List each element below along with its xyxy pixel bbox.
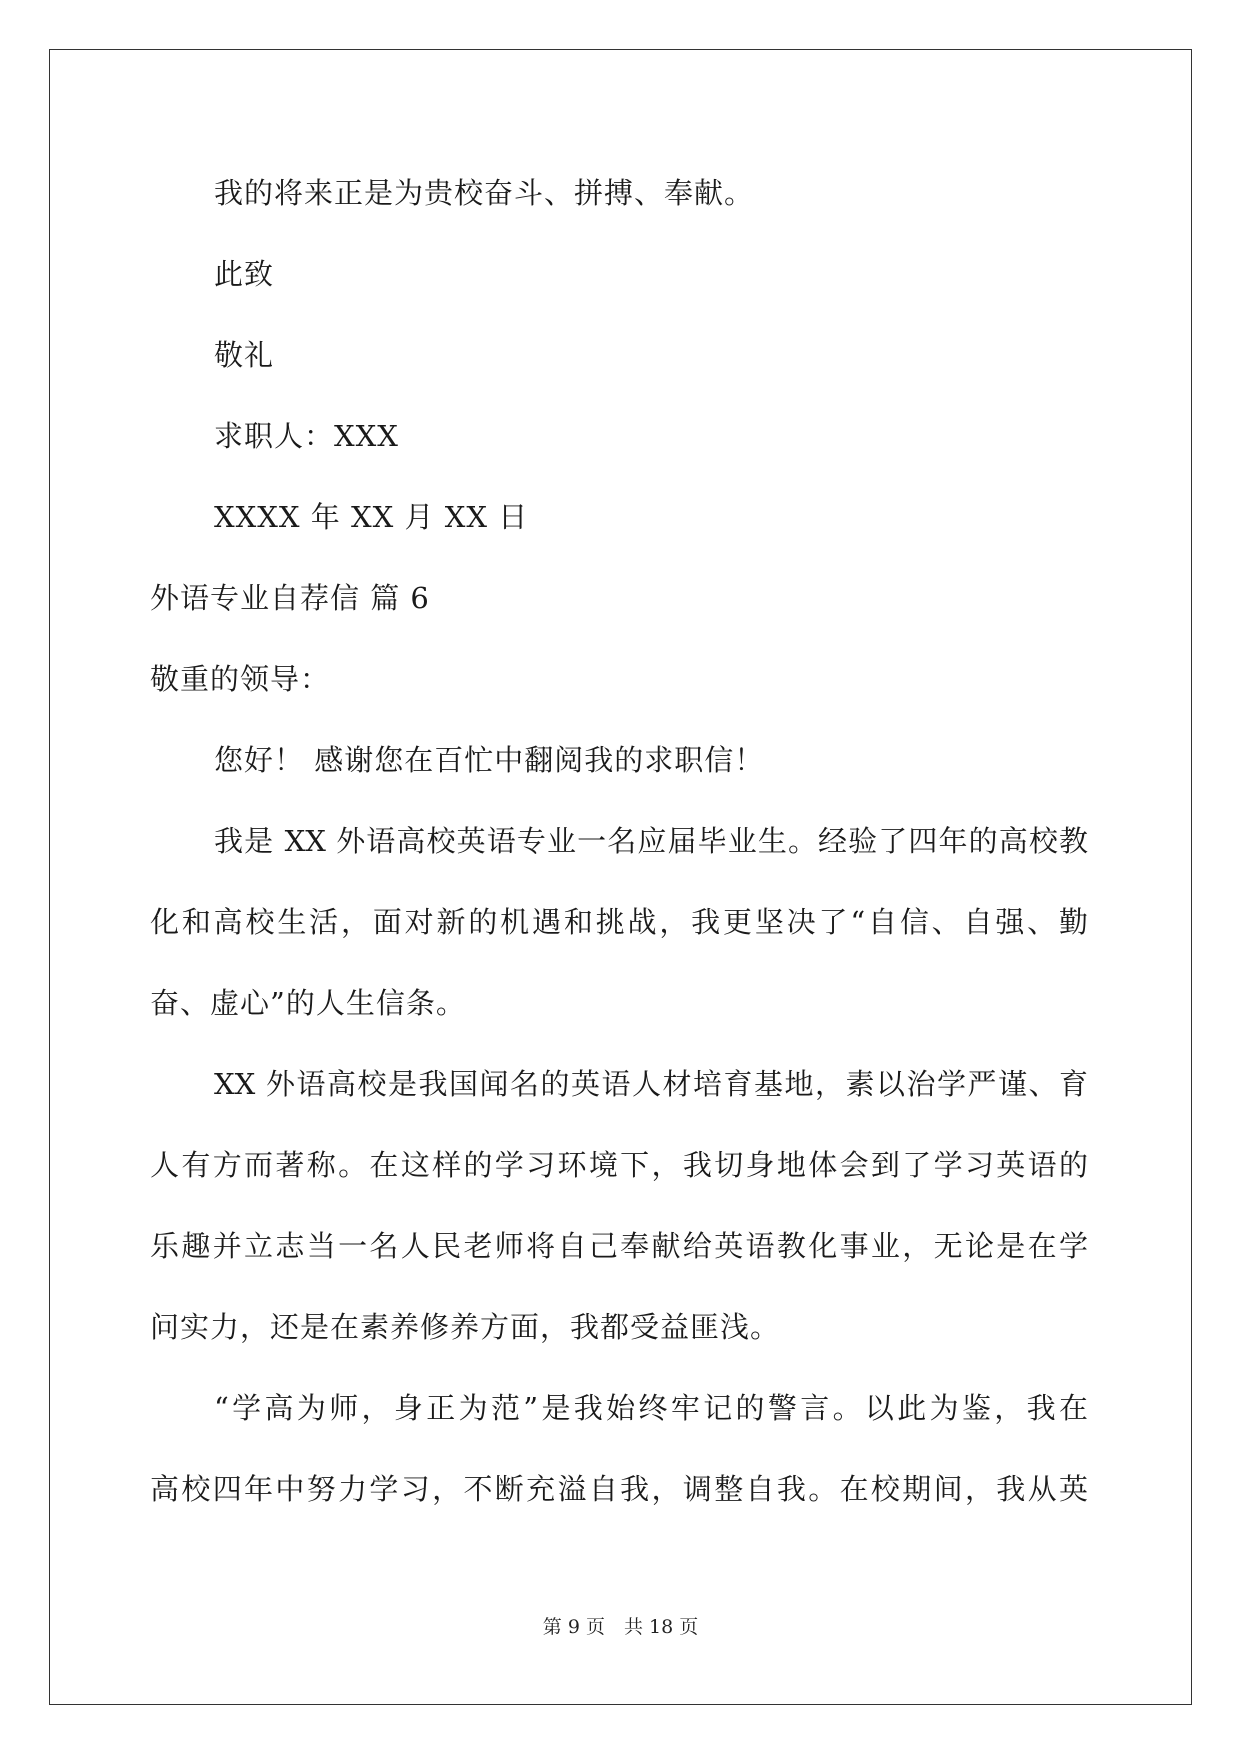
salutation-jingli: 敬礼 xyxy=(214,338,275,372)
closing-sentence: 我的将来正是为贵校奋斗、拼搏、奉献。 xyxy=(214,176,755,210)
paragraph-line: 高校四年中努力学习，不断充溢自我，调整自我。在校期间，我从英 xyxy=(150,1472,1088,1506)
paragraph-line: “学高为师，身正为范”是我始终牢记的警言。以此为鉴，我在 xyxy=(214,1391,1088,1425)
page-number-footer: 第 9 页 共 18 页 xyxy=(542,1616,699,1638)
page-border xyxy=(49,49,1192,1705)
paragraph-line: 乐趣并立志当一名人民老师将自己奉献给英语教化事业，无论是在学 xyxy=(150,1229,1088,1263)
section-heading: 外语专业自荐信 篇 6 xyxy=(150,581,430,615)
applicant-name: 求职人：XXX xyxy=(214,419,399,453)
salutation-cizhi: 此致 xyxy=(214,257,275,291)
opening-line: 您好！ 感谢您在百忙中翻阅我的求职信！ xyxy=(214,743,765,777)
greeting: 敬重的领导： xyxy=(150,662,331,696)
paragraph-line: 化和高校生活，面对新的机遇和挑战，我更坚决了“自信、自强、勤 xyxy=(150,905,1088,939)
paragraph-line: 我是 XX 外语高校英语专业一名应届毕业生。经验了四年的高校教 xyxy=(214,824,1088,858)
paragraph-line: 奋、虚心”的人生信条。 xyxy=(150,986,466,1020)
paragraph-line: 问实力，还是在素养修养方面，我都受益匪浅。 xyxy=(150,1310,781,1344)
letter-date: XXXX 年 XX 月 XX 日 xyxy=(214,500,529,534)
paragraph-line: XX 外语高校是我国闻名的英语人材培育基地，素以治学严谨、育 xyxy=(214,1067,1088,1101)
paragraph-line: 人有方而著称。在这样的学习环境下，我切身地体会到了学习英语的 xyxy=(150,1148,1088,1182)
